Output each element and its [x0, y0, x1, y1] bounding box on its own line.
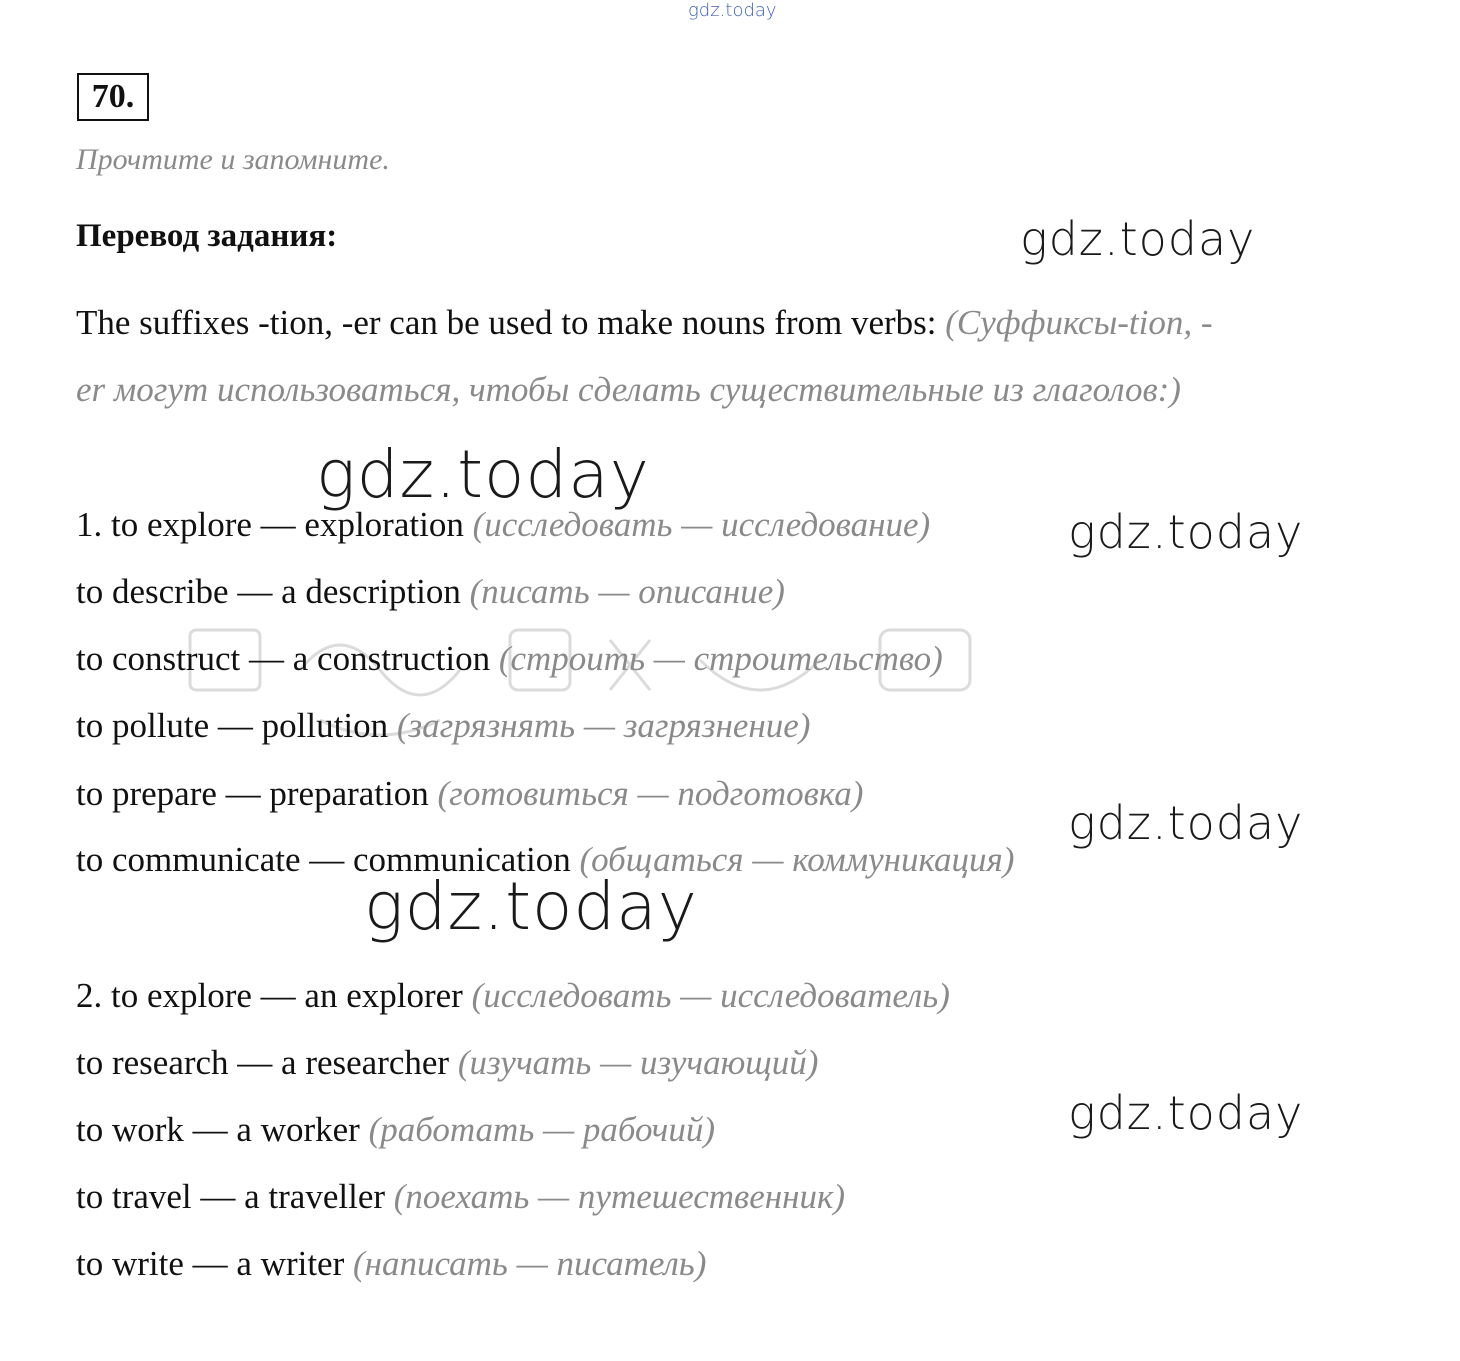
list-item [76, 1177, 845, 1217]
watermark-1: gdz.today [1020, 212, 1256, 266]
word-pair-translation: (изучать — изучающий) [457, 1043, 819, 1082]
list-item [76, 1110, 715, 1150]
intro-russian-part-1: (Суффиксы-tion, - [945, 303, 1213, 342]
intro-russian-part-2: er могут использоваться, чтобы сделать существительные из глаголов:) [76, 370, 1181, 409]
word-pair-translation: (работать — рабочий) [368, 1110, 715, 1149]
list-item [76, 976, 950, 1016]
word-pair: to research — a researcher [76, 1043, 450, 1082]
word-pair-translation: (загрязнять — загрязнение) [396, 706, 811, 745]
list-item [76, 774, 863, 814]
word-pair: to pollute — pollution [76, 706, 389, 745]
watermark-3: gdz.today [1068, 505, 1304, 559]
word-pair-translation: (писать — описание) [469, 572, 785, 611]
instruction-text: Прочтите и запомните. [76, 143, 390, 176]
word-pair: to work — a worker [76, 1110, 360, 1149]
word-pair-translation: (написать — писатель) [353, 1244, 707, 1283]
watermark-4: gdz.today [1068, 796, 1304, 850]
list-item [76, 840, 1014, 880]
intro-line-1 [76, 303, 1213, 343]
word-pair-translation: (общаться — коммуникация) [579, 840, 1015, 879]
section-number: 2. [76, 976, 103, 1015]
word-pair-translation: (исследовать — исследование) [472, 505, 931, 544]
list-item [76, 1043, 818, 1083]
watermark-top: gdz.today [688, 0, 777, 21]
word-pair-translation: (поехать — путешественник) [393, 1177, 846, 1216]
word-pair: to describe — a description [76, 572, 461, 611]
list-item [76, 639, 943, 679]
watermark-6: gdz.today [1068, 1086, 1304, 1140]
word-pair: to construct — a construction [76, 639, 491, 678]
intro-english: The suffixes -tion, -er can be used to make nouns from verbs: [76, 303, 937, 342]
word-pair: to explore — exploration [111, 505, 464, 544]
word-pair-translation: (строить — строительство) [498, 639, 943, 678]
word-pair: to prepare — preparation [76, 774, 429, 813]
watermark-2: gdz.today [316, 436, 650, 513]
word-pair: to communicate — communication [76, 840, 571, 879]
list-item [76, 706, 810, 746]
exercise-number: 70. [77, 73, 149, 121]
list-item [76, 1244, 706, 1284]
watermark-5: gdz.today [364, 868, 698, 945]
list-item [76, 505, 930, 545]
word-pair: to explore — an explorer [111, 976, 463, 1015]
word-pair-translation: (исследовать — исследователь) [471, 976, 950, 1015]
list-item [76, 572, 785, 612]
translation-heading: Перевод задания: [76, 218, 338, 254]
word-pair: to write — a writer [76, 1244, 345, 1283]
section-number: 1. [76, 505, 103, 544]
word-pair-translation: (готовиться — подготовка) [437, 774, 864, 813]
word-pair: to travel — a traveller [76, 1177, 386, 1216]
